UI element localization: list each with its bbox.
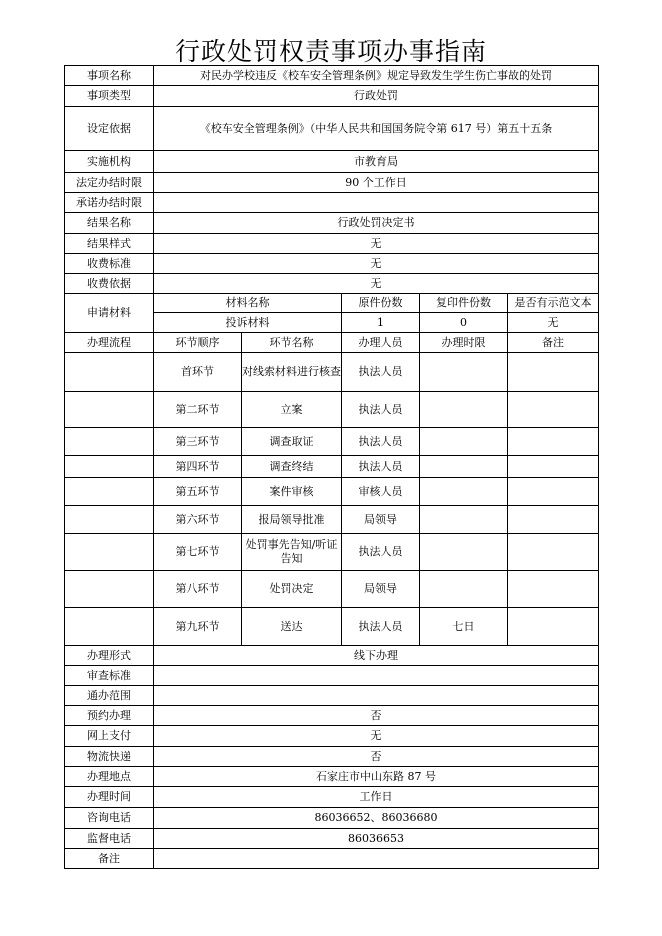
step-limit [420, 571, 508, 608]
promised-limit-value [154, 193, 599, 213]
basis-value: 《校车安全管理条例》（中华人民共和国国务院令第 617 号）第五十五条 [154, 107, 599, 151]
fee-basis-value: 无 [154, 274, 599, 294]
step-name: 送达 [242, 608, 342, 646]
step-note [508, 478, 599, 506]
row-supervise [65, 829, 599, 849]
basis-label: 设定依据 [65, 107, 154, 151]
step-note [508, 353, 599, 392]
row-review [65, 666, 599, 686]
process-header-row [65, 333, 599, 353]
fee-standard-value: 无 [154, 254, 599, 274]
row-booking [65, 706, 599, 726]
step-order: 第三环节 [154, 428, 242, 456]
process-header-limit: 办理时限 [420, 333, 508, 353]
materials-header-originals: 原件份数 [342, 294, 420, 313]
agency-value: 市教育局 [154, 151, 599, 173]
process-step-blank [65, 608, 154, 646]
step-staff: 审核人员 [342, 478, 420, 506]
phone-value: 86036652、86036680 [154, 808, 599, 829]
row-basis [65, 107, 599, 151]
process-step-blank [65, 534, 154, 571]
row-fee-basis [65, 274, 599, 294]
step-order: 第二环节 [154, 392, 242, 428]
row-phone [65, 808, 599, 829]
step-staff: 执法人员 [342, 392, 420, 428]
materials-header-row [65, 294, 599, 313]
review-value [154, 666, 599, 686]
hours-value: 工作日 [154, 787, 599, 808]
step-name: 立案 [242, 392, 342, 428]
step-order: 第四环节 [154, 456, 242, 478]
step-staff: 执法人员 [342, 353, 420, 392]
step-order: 第七环节 [154, 534, 242, 571]
material-copies: 0 [420, 313, 508, 333]
step-limit [420, 506, 508, 534]
step-limit [420, 478, 508, 506]
address-label: 办理地点 [65, 767, 154, 787]
item-type-label: 事项类型 [65, 86, 154, 107]
row-fee-standard [65, 254, 599, 274]
step-name: 调查取证 [242, 428, 342, 456]
process-step-row [65, 506, 599, 534]
online-pay-value: 无 [154, 726, 599, 747]
step-note [508, 534, 599, 571]
step-name: 报局领导批准 [242, 506, 342, 534]
step-staff: 局领导 [342, 571, 420, 608]
legal-limit-label: 法定办结时限 [65, 173, 154, 193]
row-remark [65, 849, 599, 869]
supervise-value: 86036653 [154, 829, 599, 849]
step-note [508, 392, 599, 428]
step-limit: 七日 [420, 608, 508, 646]
item-type-value: 行政处罚 [154, 86, 599, 107]
row-item-name [65, 66, 599, 86]
review-label: 审查标准 [65, 666, 154, 686]
process-step-blank [65, 571, 154, 608]
supervise-label: 监督电话 [65, 829, 154, 849]
form-value: 线下办理 [154, 646, 599, 666]
item-name-value: 对民办学校违反《校车安全管理条例》规定导致发生学生伤亡事故的处罚 [154, 66, 599, 86]
step-staff: 执法人员 [342, 534, 420, 571]
step-note [508, 506, 599, 534]
row-online-pay [65, 726, 599, 747]
row-result-name [65, 213, 599, 234]
process-header-order: 环节顺序 [154, 333, 242, 353]
process-step-row [65, 456, 599, 478]
fee-standard-label: 收费标准 [65, 254, 154, 274]
process-step-blank [65, 353, 154, 392]
step-limit [420, 353, 508, 392]
materials-header-copies: 复印件份数 [420, 294, 508, 313]
row-result-sample [65, 234, 599, 254]
materials-header-name: 材料名称 [154, 294, 342, 313]
phone-label: 咨询电话 [65, 808, 154, 829]
remark-value [154, 849, 599, 869]
result-sample-value: 无 [154, 234, 599, 254]
row-form [65, 646, 599, 666]
process-step-row [65, 353, 599, 392]
step-order: 第九环节 [154, 608, 242, 646]
hours-label: 办理时间 [65, 787, 154, 808]
booking-value: 否 [154, 706, 599, 726]
form-label: 办理形式 [65, 646, 154, 666]
logistics-value: 否 [154, 747, 599, 767]
scope-label: 通办范围 [65, 686, 154, 706]
row-hours [65, 787, 599, 808]
process-step-blank [65, 428, 154, 456]
material-name: 投诉材料 [154, 313, 342, 333]
material-sample: 无 [508, 313, 599, 333]
process-header-staff: 办理人员 [342, 333, 420, 353]
step-note [508, 608, 599, 646]
step-name: 调查终结 [242, 456, 342, 478]
process-step-blank [65, 506, 154, 534]
address-value: 石家庄市中山东路 87 号 [154, 767, 599, 787]
step-limit [420, 534, 508, 571]
step-name: 处罚决定 [242, 571, 342, 608]
agency-label: 实施机构 [65, 151, 154, 173]
result-name-value: 行政处罚决定书 [154, 213, 599, 234]
row-legal-limit [65, 173, 599, 193]
step-order: 第五环节 [154, 478, 242, 506]
materials-label: 申请材料 [65, 294, 154, 333]
promised-limit-label: 承诺办结时限 [65, 193, 154, 213]
step-staff: 执法人员 [342, 456, 420, 478]
step-staff: 局领导 [342, 506, 420, 534]
logistics-label: 物流快递 [65, 747, 154, 767]
item-name-label: 事项名称 [65, 66, 154, 86]
process-step-blank [65, 456, 154, 478]
step-limit [420, 392, 508, 428]
process-step-row [65, 392, 599, 428]
row-promised-limit [65, 193, 599, 213]
row-logistics [65, 747, 599, 767]
process-header-name: 环节名称 [242, 333, 342, 353]
process-step-row [65, 571, 599, 608]
process-step-blank [65, 478, 154, 506]
page-title: 行政处罚权责事项办事指南 [174, 37, 487, 66]
row-scope [65, 686, 599, 706]
step-staff: 执法人员 [342, 608, 420, 646]
online-pay-label: 网上支付 [65, 726, 154, 747]
step-note [508, 571, 599, 608]
result-sample-label: 结果样式 [65, 234, 154, 254]
fee-basis-label: 收费依据 [65, 274, 154, 294]
remark-label: 备注 [65, 849, 154, 869]
step-name: 案件审核 [242, 478, 342, 506]
process-header-note: 备注 [508, 333, 599, 353]
step-name: 对线索材料进行核查 [242, 353, 342, 392]
booking-label: 预约办理 [65, 706, 154, 726]
materials-header-sample: 是否有示范文本 [508, 294, 599, 313]
scope-value [154, 686, 599, 706]
process-step-row [65, 608, 599, 646]
result-name-label: 结果名称 [65, 213, 154, 234]
step-limit [420, 456, 508, 478]
step-note [508, 428, 599, 456]
process-step-row [65, 428, 599, 456]
step-order: 首环节 [154, 353, 242, 392]
legal-limit-value: 90 个工作日 [154, 173, 599, 193]
process-step-row [65, 478, 599, 506]
guide-table [64, 65, 599, 869]
process-step-blank [65, 392, 154, 428]
step-limit [420, 428, 508, 456]
step-note [508, 456, 599, 478]
step-staff: 执法人员 [342, 428, 420, 456]
step-name: 处罚事先告知/听证告知 [242, 534, 342, 571]
row-address [65, 767, 599, 787]
step-order: 第八环节 [154, 571, 242, 608]
row-agency [65, 151, 599, 173]
row-item-type [65, 86, 599, 107]
process-label: 办理流程 [65, 333, 154, 353]
material-originals: 1 [342, 313, 420, 333]
step-order: 第六环节 [154, 506, 242, 534]
process-step-row [65, 534, 599, 571]
